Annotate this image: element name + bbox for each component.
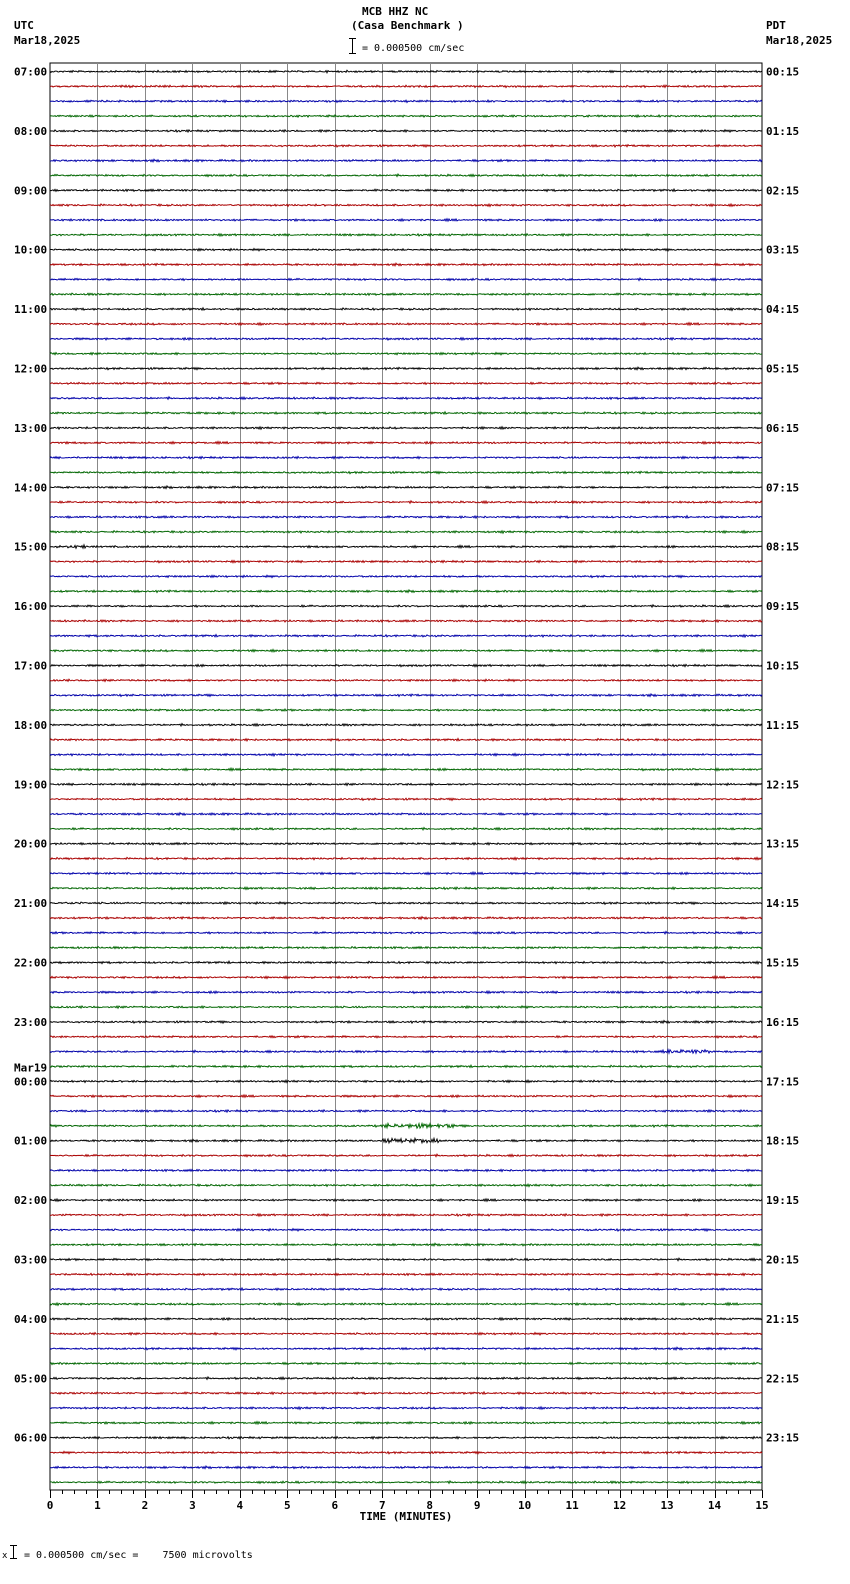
x-tick-label: 6 bbox=[331, 1499, 339, 1512]
right-hour-label: 13:15 bbox=[766, 837, 800, 851]
trace-76 bbox=[50, 1199, 762, 1201]
left-hour-label: 08:00 bbox=[14, 124, 48, 138]
trace-78 bbox=[50, 1229, 762, 1231]
right-date: Mar18,2025 bbox=[766, 34, 833, 47]
left-hour-label: 21:00 bbox=[14, 897, 48, 911]
x-tick-label: 0 bbox=[46, 1499, 54, 1512]
right-hour-label: 04:15 bbox=[766, 303, 800, 317]
trace-16 bbox=[50, 308, 762, 311]
trace-5 bbox=[50, 145, 762, 147]
trace-54 bbox=[50, 872, 762, 874]
trace-62 bbox=[50, 991, 762, 993]
trace-45 bbox=[50, 739, 762, 741]
footer-scale-label: = 0.000500 cm/sec = 7500 microvolts bbox=[24, 1550, 253, 1561]
left-date: Mar18,2025 bbox=[14, 34, 81, 47]
trace-87 bbox=[50, 1362, 762, 1364]
left-hour-label: 06:00 bbox=[14, 1431, 48, 1445]
left-hour-label: 20:00 bbox=[14, 837, 48, 851]
right-hour-label: 03:15 bbox=[766, 243, 800, 257]
left-hour-label: 05:00 bbox=[14, 1372, 48, 1386]
left-hour-label: 19:00 bbox=[14, 778, 48, 792]
trace-33 bbox=[50, 560, 762, 562]
trace-67 bbox=[50, 1065, 762, 1067]
left-hour-label: 02:00 bbox=[14, 1194, 48, 1208]
trace-57 bbox=[50, 917, 762, 920]
trace-52 bbox=[50, 842, 762, 844]
right-hour-label: 12:15 bbox=[766, 778, 800, 792]
trace-25 bbox=[50, 441, 762, 443]
x-tick-label: 3 bbox=[189, 1499, 196, 1512]
trace-46 bbox=[50, 753, 762, 755]
trace-55 bbox=[50, 887, 762, 889]
left-hour-label: 17:00 bbox=[14, 659, 48, 673]
trace-39 bbox=[50, 649, 762, 651]
trace-77 bbox=[50, 1214, 762, 1216]
trace-2 bbox=[50, 100, 762, 102]
trace-3 bbox=[50, 115, 762, 117]
trace-90 bbox=[50, 1407, 762, 1409]
trace-37 bbox=[50, 620, 762, 622]
x-tick-label: 7 bbox=[378, 1499, 386, 1512]
right-hour-label: 21:15 bbox=[766, 1312, 800, 1326]
footer-scale-prefix: x bbox=[2, 1551, 8, 1561]
trace-95 bbox=[50, 1481, 762, 1483]
trace-49 bbox=[50, 798, 762, 800]
trace-18 bbox=[50, 338, 762, 340]
x-tick-label: 5 bbox=[284, 1499, 291, 1512]
x-tick-label: 2 bbox=[141, 1499, 149, 1512]
trace-86 bbox=[50, 1347, 762, 1350]
x-tick-label: 4 bbox=[236, 1499, 244, 1512]
trace-92 bbox=[50, 1437, 762, 1439]
trace-71 bbox=[50, 1124, 762, 1129]
trace-8 bbox=[50, 189, 762, 191]
x-tick-label: 13 bbox=[660, 1499, 674, 1512]
date-change-label: Mar19 bbox=[14, 1061, 48, 1075]
trace-7 bbox=[50, 174, 762, 176]
trace-23 bbox=[50, 412, 762, 414]
x-tick-label: 14 bbox=[707, 1499, 722, 1512]
trace-27 bbox=[50, 471, 762, 473]
trace-40 bbox=[50, 664, 762, 666]
trace-60 bbox=[50, 961, 762, 964]
trace-83 bbox=[50, 1303, 762, 1306]
x-tick-label: 1 bbox=[94, 1499, 101, 1512]
trace-13 bbox=[50, 263, 762, 266]
x-tick-label: 11 bbox=[565, 1499, 579, 1512]
left-hour-label: 18:00 bbox=[14, 718, 48, 732]
left-hour-label: 07:00 bbox=[14, 65, 48, 79]
left-hour-label: 15:00 bbox=[14, 540, 48, 554]
trace-36 bbox=[50, 605, 762, 607]
trace-47 bbox=[50, 768, 762, 770]
trace-51 bbox=[50, 828, 762, 830]
trace-32 bbox=[50, 545, 762, 548]
station-title: MCB HHZ NC bbox=[362, 5, 429, 18]
trace-28 bbox=[50, 486, 762, 489]
trace-79 bbox=[50, 1243, 762, 1246]
right-hour-label: 20:15 bbox=[766, 1253, 800, 1267]
right-hour-label: 18:15 bbox=[766, 1134, 800, 1148]
trace-1 bbox=[50, 85, 762, 87]
left-hour-label: 00:00 bbox=[14, 1075, 48, 1089]
left-hour-label: 12:00 bbox=[14, 362, 48, 376]
right-hour-label: 14:15 bbox=[766, 897, 800, 911]
right-hour-label: 10:15 bbox=[766, 659, 800, 673]
trace-61 bbox=[50, 976, 762, 978]
trace-34 bbox=[50, 575, 762, 577]
trace-58 bbox=[50, 931, 762, 933]
trace-9 bbox=[50, 204, 762, 206]
right-hour-label: 08:15 bbox=[766, 540, 800, 554]
trace-21 bbox=[50, 382, 762, 384]
right-hour-label: 15:15 bbox=[766, 956, 800, 970]
trace-50 bbox=[50, 813, 762, 816]
trace-19 bbox=[50, 352, 762, 354]
trace-93 bbox=[50, 1451, 762, 1453]
trace-70 bbox=[50, 1110, 762, 1112]
trace-94 bbox=[50, 1466, 762, 1469]
right-hour-label: 16:15 bbox=[766, 1015, 800, 1029]
trace-80 bbox=[50, 1258, 762, 1260]
trace-6 bbox=[50, 159, 762, 162]
trace-74 bbox=[50, 1169, 762, 1171]
trace-72 bbox=[50, 1138, 762, 1142]
left-hour-label: 09:00 bbox=[14, 184, 48, 198]
trace-82 bbox=[50, 1288, 762, 1290]
left-hour-label: 22:00 bbox=[14, 956, 48, 970]
trace-29 bbox=[50, 501, 762, 503]
trace-20 bbox=[50, 367, 762, 370]
trace-53 bbox=[50, 857, 762, 859]
trace-56 bbox=[50, 902, 762, 904]
trace-44 bbox=[50, 724, 762, 726]
trace-64 bbox=[50, 1021, 762, 1024]
right-hour-label: 07:15 bbox=[766, 481, 800, 495]
left-hour-label: 23:00 bbox=[14, 1015, 48, 1029]
trace-66 bbox=[50, 1050, 762, 1053]
right-hour-label: 11:15 bbox=[766, 718, 800, 732]
right-hour-label: 01:15 bbox=[766, 124, 800, 138]
right-hour-label: 19:15 bbox=[766, 1194, 800, 1208]
trace-11 bbox=[50, 234, 762, 236]
right-hour-label: 00:15 bbox=[766, 65, 800, 79]
trace-63 bbox=[50, 1006, 762, 1008]
right-hour-label: 17:15 bbox=[766, 1075, 800, 1089]
trace-75 bbox=[50, 1184, 762, 1186]
trace-0 bbox=[50, 70, 762, 72]
trace-81 bbox=[50, 1273, 762, 1275]
trace-69 bbox=[50, 1095, 762, 1097]
trace-35 bbox=[50, 590, 762, 593]
trace-17 bbox=[50, 323, 762, 325]
trace-59 bbox=[50, 947, 762, 949]
left-hour-label: 13:00 bbox=[14, 421, 48, 435]
trace-41 bbox=[50, 679, 762, 681]
trace-15 bbox=[50, 293, 762, 295]
trace-73 bbox=[50, 1154, 762, 1156]
left-hour-label: 04:00 bbox=[14, 1312, 48, 1326]
x-tick-label: 15 bbox=[755, 1499, 769, 1512]
left-timezone: UTC bbox=[14, 19, 34, 32]
x-tick-label: 10 bbox=[518, 1499, 532, 1512]
x-axis-label: TIME (MINUTES) bbox=[359, 1510, 453, 1523]
left-hour-label: 16:00 bbox=[14, 600, 48, 614]
left-hour-label: 03:00 bbox=[14, 1253, 48, 1267]
right-hour-label: 23:15 bbox=[766, 1431, 800, 1445]
trace-89 bbox=[50, 1392, 762, 1394]
right-hour-label: 06:15 bbox=[766, 421, 800, 435]
trace-85 bbox=[50, 1333, 762, 1335]
site-subtitle: (Casa Benchmark ) bbox=[351, 19, 464, 32]
trace-91 bbox=[50, 1422, 762, 1424]
right-hour-label: 05:15 bbox=[766, 362, 800, 376]
trace-12 bbox=[50, 249, 762, 251]
left-hour-label: 14:00 bbox=[14, 481, 48, 495]
left-hour-label: 01:00 bbox=[14, 1134, 48, 1148]
trace-42 bbox=[50, 694, 762, 697]
x-tick-label: 12 bbox=[612, 1499, 627, 1512]
right-timezone: PDT bbox=[766, 19, 786, 32]
right-hour-label: 22:15 bbox=[766, 1372, 800, 1386]
footer-scale-bar-icon bbox=[10, 1545, 17, 1559]
trace-22 bbox=[50, 397, 762, 399]
trace-84 bbox=[50, 1318, 762, 1320]
right-hour-label: 09:15 bbox=[766, 600, 800, 614]
plot-frame bbox=[50, 63, 762, 1490]
trace-38 bbox=[50, 635, 762, 638]
trace-88 bbox=[50, 1377, 762, 1379]
trace-26 bbox=[50, 456, 762, 458]
trace-14 bbox=[50, 278, 762, 280]
trace-10 bbox=[50, 219, 762, 221]
x-tick-label: 8 bbox=[426, 1499, 434, 1512]
scale-label: = 0.000500 cm/sec bbox=[362, 43, 465, 54]
trace-30 bbox=[50, 516, 762, 518]
left-hour-label: 10:00 bbox=[14, 243, 48, 257]
right-hour-label: 02:15 bbox=[766, 184, 800, 198]
trace-43 bbox=[50, 709, 762, 711]
trace-48 bbox=[50, 783, 762, 785]
trace-4 bbox=[50, 130, 762, 132]
x-tick-label: 9 bbox=[473, 1499, 481, 1512]
trace-24 bbox=[50, 427, 762, 429]
trace-65 bbox=[50, 1036, 762, 1038]
trace-68 bbox=[50, 1080, 762, 1082]
trace-31 bbox=[50, 531, 762, 533]
left-hour-label: 11:00 bbox=[14, 303, 48, 317]
